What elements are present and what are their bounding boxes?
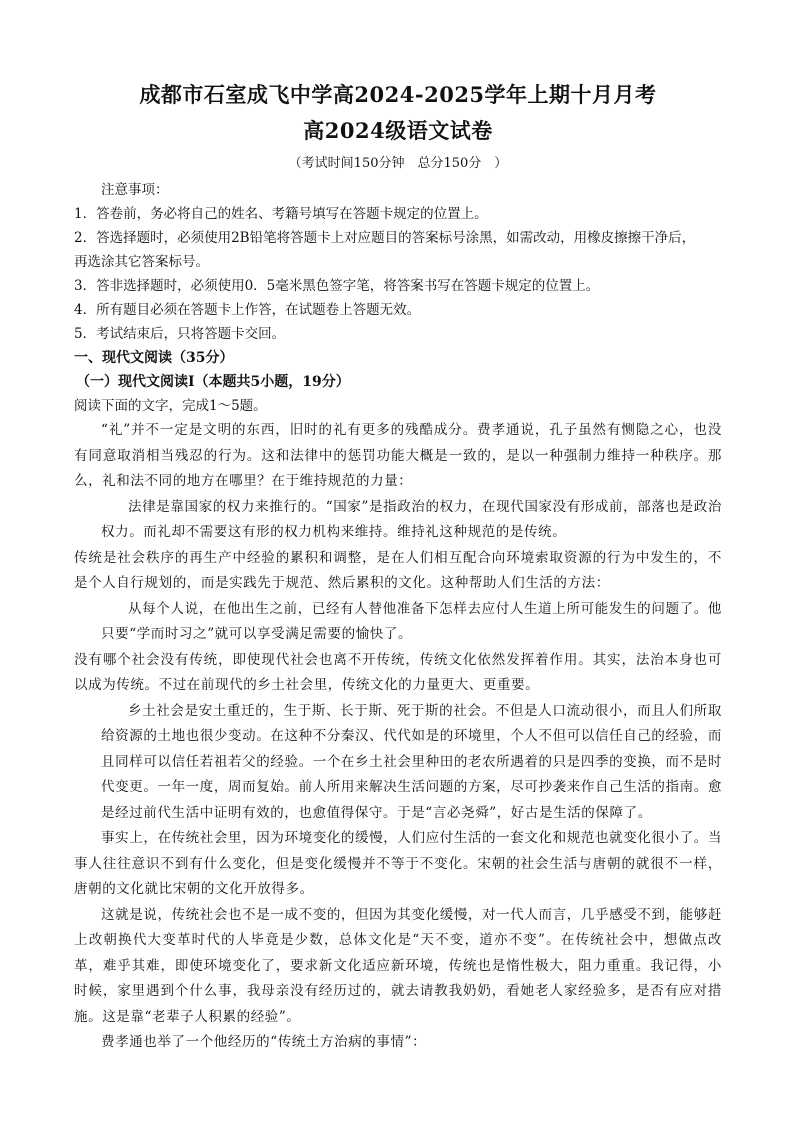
passage-paragraph: 事实上，在传统社会里，因为环境变化的缓慢，人们应付生活的一套文化和规范也就变化很小了。当事人往往意识不到有什么变化，但是变化缓慢并不等于不变化。宋朝的社会生活与唐朝的就很不一样，唐朝的文化就比宋朝的文化开放得多。 [74,830,722,897]
passage-quote: 乡土社会是安土重迁的，生于斯、长于斯、死于斯的社会。不但是人口流动很小，而且人们所取给资源的土地也很少变动。在这种不分秦汉、代代如是的环境里，个人不但可以信任自己的经验，而且同样可以信任若祖若父的经验。一个在乡土社会里种田的老农所遇着的只是四季的变换，而不是时代变更。一年一度，周而复始。前人所用来解决生活问题的方案，尽可抄袭来作自己生活的指南。愈是经过前代生活中证明有效的，也愈值得保守。于是“言必尧舜”，好古是生活的保障了。 [101,702,722,821]
passage-quote: 从每个人说，在他出生之前，已经有人替他准备下怎样去应付人生道上所可能发生的问题了。他只要“学而时习之”就可以享受满足需要的愉快了。 [101,600,722,642]
notice-item: 再选涂其它答案标号。 [74,254,209,270]
subsection-heading: （一）现代文阅读Ⅰ（本题共5小题，19分） [76,374,350,390]
notice-item: 2．答选择题时，必须使用2B铅笔将答题卡上对应题目的答案标号涂黑，如需改动，用橡皮擦擦干净后， [74,230,696,246]
notice-item: 4．所有题目必须在答题卡上作答，在试题卷上答题无效。 [74,302,421,318]
passage-paragraph: 传统是社会秩序的再生产中经验的累积和调整，是在人们相互配合向环境索取资源的行为中发生的，不是个人自行规划的，而是实践先于规范、然后累积的文化。这种帮助人们生活的方法： [74,549,722,591]
notice-item: 3．答非选择题时，必须使用0．5毫米黑色签字笔，将答案书写在答题卡规定的位置上。 [74,278,600,294]
notice-item: 5．考试结束后，只将答题卡交回。 [74,326,286,342]
passage-quote: 法律是靠国家的权力来推行的。“国家”是指政治的权力，在现代国家没有形成前，部落也是政治权力。而礼却不需要这有形的权力机构来维持。维持礼这种规范的是传统。 [101,498,722,540]
notice-heading: 注意事项： [101,182,169,198]
exam-info: （考试时间150分钟 总分150分 ） [288,156,508,171]
reading-passage [74,418,722,1056]
exam-title: 成都市石室成飞中学高2024-2025学年上期十月月考 [139,82,657,107]
passage-paragraph: 这就是说，传统社会也不是一成不变的，但因为其变化缓慢，对一代人而言，几乎感受不到，能够赶上改朝换代大变革时代的人毕竟是少数，总体文化是“天不变，道亦不变”。在传统社会中，想做点改革，难乎其难，即使环境变化了，要求新文化适应新环境，传统也是惰性极大，阻力重重。我记得，小时候，家里遇到个什么事，我母亲没有经历过的，就去请教我奶奶，看她老人家经验多，是否有应对措施。这是靠“老辈子人积累的经验”。 [74,906,722,1025]
exam-subtitle: 高2024级语文试卷 [303,118,493,143]
notice-block [74,178,722,346]
section-heading: 一、现代文阅读（35分） [74,350,234,366]
reading-instruction: 阅读下面的文字，完成1～5题。 [74,398,267,414]
passage-paragraph: 费孝通也举了一个他经历的“传统土方治病的事情”： [101,1034,427,1050]
passage-paragraph: 没有哪个社会没有传统，即使现代社会也离不开传统，传统文化依然发挥着作用。其实，法治本身也可以成为传统。不过在前现代的乡土社会里，传统文化的力量更大、更重要。 [74,651,722,693]
notice-item: 1．答卷前，务必将自己的姓名、考籍号填写在答题卡规定的位置上。 [74,206,488,222]
passage-paragraph: “礼”并不一定是文明的东西，旧时的礼有更多的残酷成分。费孝通说，孔子虽然有恻隐之心，也没有同意取消相当残忍的行为。这和法律中的惩罚功能大概是一致的，是以一种强制力维持一种秩序。那么，礼和法不同的地方在哪里？在于维持规范的力量： [74,422,722,489]
